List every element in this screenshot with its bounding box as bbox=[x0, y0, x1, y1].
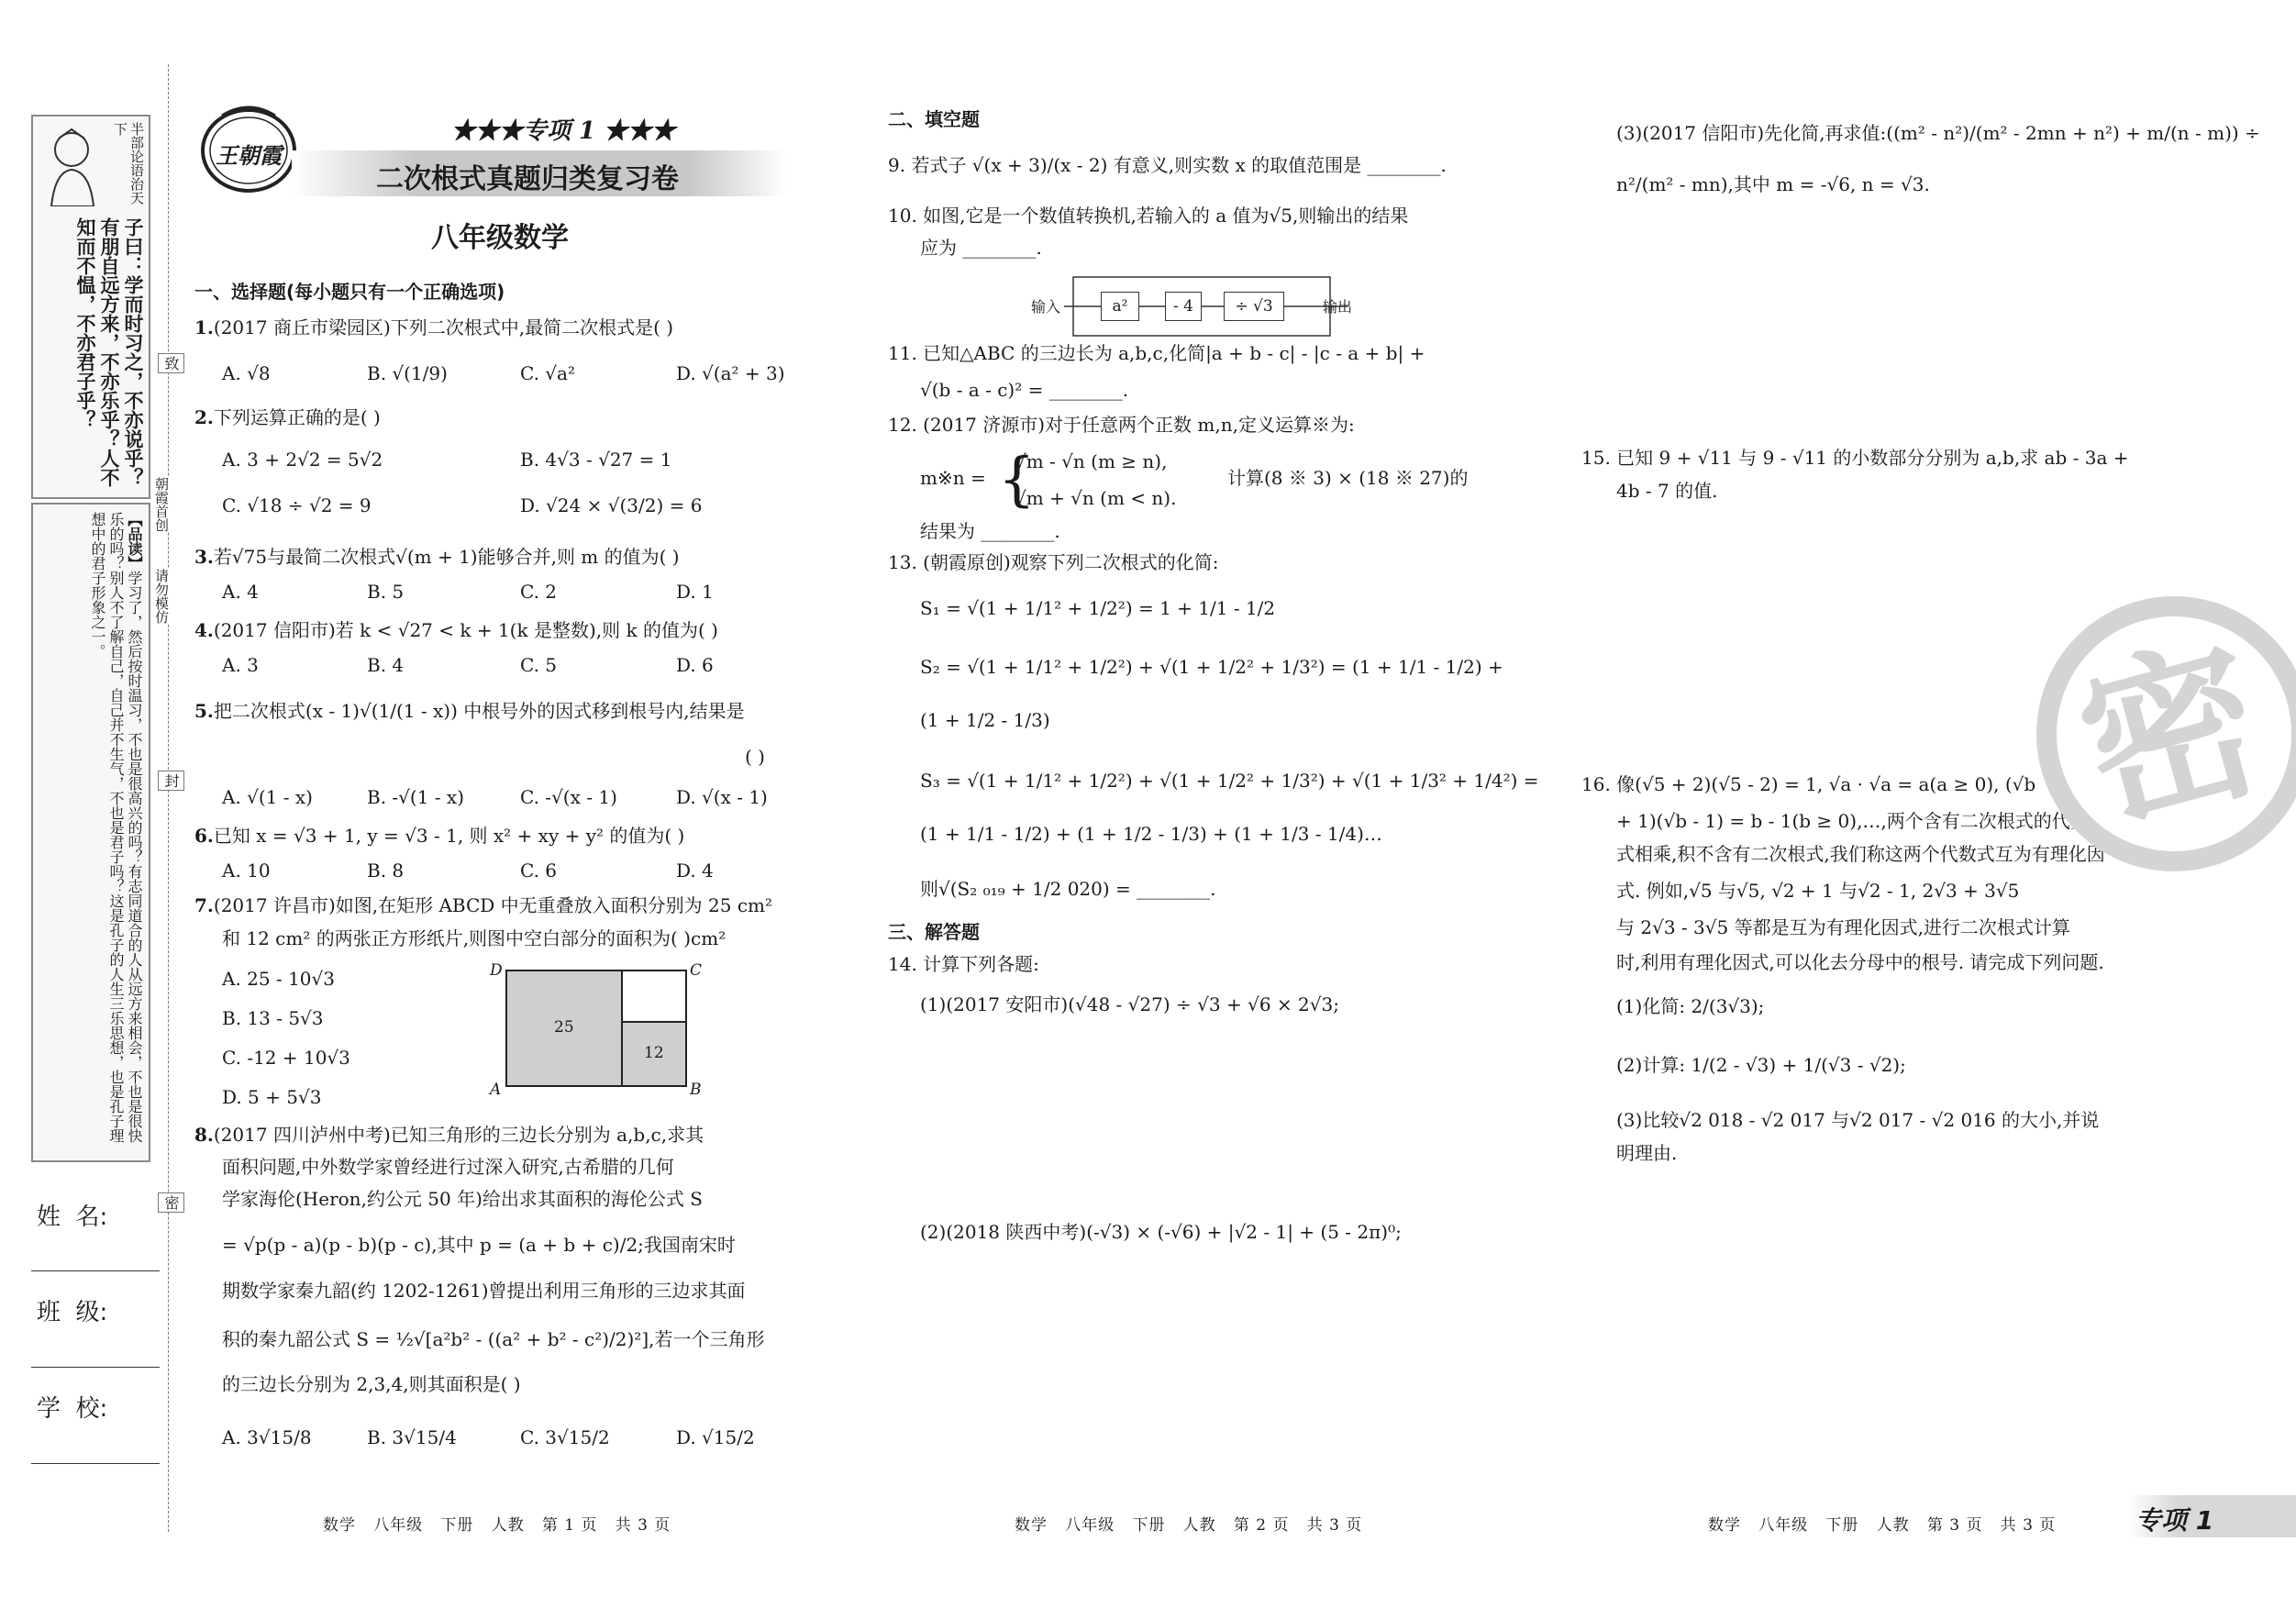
q6-option-d[interactable]: D. 4 bbox=[676, 859, 714, 882]
footer-page-2: 数学 八年级 下册 人教 第 2 页 共 3 页 bbox=[1015, 1516, 1363, 1535]
q8-option-d[interactable]: D. √15/2 bbox=[676, 1426, 755, 1448]
q16-part-1: (1)化简: 2/(3√3); bbox=[1616, 995, 1765, 1017]
q4-option-b[interactable]: B. 4 bbox=[367, 654, 405, 676]
machine-box-square: a² bbox=[1101, 292, 1139, 321]
class-label: 班 级: bbox=[37, 1299, 108, 1326]
q16-line-1: 16. 像(√5 + 2)(√5 - 2) = 1, √a · √a = a(a ≥ 0), (√b bbox=[1581, 773, 2036, 795]
q14-part-3: (3)(2017 信阳市)先化简,再求值:((m² - n²)/(m² - 2mn + n²) + m/(n - m)) ÷ bbox=[1616, 122, 2260, 144]
q13-s3: S₃ = √(1 + 1/1² + 1/2²) + √(1 + 1/2² + 1/3²) + √(1 + 1/3² + 1/4²) = bbox=[920, 770, 1539, 792]
q11-line-2: √(b - a - c)² = ________. bbox=[920, 379, 1129, 401]
sidebar-quote-panel bbox=[31, 115, 150, 499]
class-field[interactable] bbox=[31, 1367, 160, 1368]
q1-option-d[interactable]: D. √(a² + 3) bbox=[676, 362, 785, 384]
sidebar-top-chars: 半部论语治天下 bbox=[112, 122, 145, 205]
q5-option-d[interactable]: D. √(x - 1) bbox=[676, 786, 768, 808]
q16-part-3-cont: 明理由. bbox=[1616, 1142, 1678, 1164]
q8-option-c[interactable]: C. 3√15/2 bbox=[520, 1426, 610, 1448]
q11-line-1: 11. 已知△ABC 的三边长为 a,b,c,化简|a + b - c| - |c - a + b| + bbox=[888, 342, 1425, 364]
q15-line-2: 4b - 7 的值. bbox=[1616, 480, 1718, 502]
q1-stem: 1.(2017 商丘市梁园区)下列二次根式中,最简二次根式是( ) bbox=[194, 316, 674, 338]
series-label: ★★★专项 1 ★★★ bbox=[451, 117, 676, 145]
watermark-text: 密 bbox=[2060, 615, 2282, 856]
section2-title: 二、填空题 bbox=[888, 108, 980, 130]
corner-tab-label: 专项 1 bbox=[2135, 1505, 2214, 1536]
q2-option-a[interactable]: A. 3 + 2√2 = 5√2 bbox=[222, 449, 383, 471]
fig-label-c: C bbox=[690, 961, 703, 980]
brand-logo-text: 王朝霞 bbox=[216, 142, 282, 169]
q16-part-3: (3)比较√2 018 - √2 017 与√2 017 - √2 016 的大小,并说 bbox=[1616, 1109, 2100, 1131]
seal-char-feng: 封 bbox=[158, 771, 184, 791]
footer-page-3: 数学 八年级 下册 人教 第 3 页 共 3 页 bbox=[1708, 1516, 2057, 1535]
q4-option-a[interactable]: A. 3 bbox=[222, 654, 259, 676]
seal-char-mi: 密 bbox=[158, 1192, 184, 1213]
q13-s2: S₂ = √(1 + 1/1² + 1/2²) + √(1 + 1/2² + 1/3²) = (1 + 1/1 - 1/2) + bbox=[920, 656, 1503, 678]
section1-title: 一、选择题(每小题只有一个正确选项) bbox=[194, 281, 505, 303]
q5-option-b[interactable]: B. -√(1 - x) bbox=[367, 786, 464, 808]
fig-area-25: 25 bbox=[554, 1018, 574, 1037]
seal-text-1: 朝霞首创 bbox=[153, 477, 170, 532]
q12-result: 结果为 ________. bbox=[920, 520, 1060, 542]
q10-line-2: 应为 ________. bbox=[920, 237, 1042, 259]
q6-option-a[interactable]: A. 10 bbox=[222, 859, 271, 882]
footer-page-1: 数学 八年级 下册 人教 第 1 页 共 3 页 bbox=[323, 1516, 671, 1535]
q8-line-6: 积的秦九韶公式 S = ½√[a²b² - ((a² + b² - c²)/2)²],若一个三角形 bbox=[222, 1328, 765, 1350]
q3-option-a[interactable]: A. 4 bbox=[222, 581, 259, 603]
q2-option-d[interactable]: D. √24 × √(3/2) = 6 bbox=[520, 494, 703, 516]
q5-stem: 5.把二次根式(x - 1)√(1/(1 - x)) 中根号外的因式移到根号内,结果是 bbox=[194, 700, 745, 722]
q6-stem: 6.已知 x = √3 + 1, y = √3 - 1, 则 x² + xy + y² 的值为( ) bbox=[194, 825, 685, 847]
q6-option-c[interactable]: C. 6 bbox=[520, 859, 558, 882]
q12-def-2: √m + √n (m < n). bbox=[1015, 487, 1177, 509]
q2-option-b[interactable]: B. 4√3 - √27 = 1 bbox=[520, 449, 672, 471]
q12-def-1: √m - √n (m ≥ n), bbox=[1015, 450, 1168, 472]
q16-line-4: 式. 例如,√5 与√5, √2 + 1 与√2 - 1, 2√3 + 3√5 bbox=[1616, 880, 2020, 902]
q12-lhs: m※n = bbox=[920, 467, 986, 489]
q5-option-c[interactable]: C. -√(x - 1) bbox=[520, 786, 617, 808]
q8-line-3: 学家海伦(Heron,约公元 50 年)给出求其面积的海伦公式 S bbox=[222, 1188, 703, 1210]
q10-line-1: 10. 如图,它是一个数值转换机,若输入的 a 值为√5,则输出的结果 bbox=[888, 205, 1409, 227]
q16-line-2: + 1)(√b - 1) = b - 1(b ≥ 0),…,两个含有二次根式的代数 bbox=[1616, 810, 2089, 832]
q13-final: 则√(S₂ ₀₁₉ + 1/2 020) = ________. bbox=[920, 878, 1216, 900]
page-title: 二次根式真题归类复习卷 bbox=[376, 163, 679, 195]
q3-stem: 3.若√75与最简二次根式√(m + 1)能够合并,则 m 的值为( ) bbox=[194, 546, 680, 568]
fig-label-a: A bbox=[490, 1081, 502, 1099]
q14-part-3-cont: n²/(m² - mn),其中 m = -√6, n = √3. bbox=[1616, 173, 1930, 195]
school-field[interactable] bbox=[31, 1463, 160, 1464]
q14-part-2: (2)(2018 陕西中考)(-√3) × (-√6) + |√2 - 1| + (5 - 2π)⁰; bbox=[920, 1221, 1402, 1243]
q4-option-d[interactable]: D. 6 bbox=[676, 654, 714, 676]
machine-output-label: 输出 bbox=[1323, 298, 1353, 316]
section3-title: 三、解答题 bbox=[888, 921, 980, 943]
q7-figure bbox=[486, 954, 706, 1101]
q16-line-3: 式相乘,积不含有二次根式,我们称这两个代数式互为有理化因 bbox=[1616, 843, 2105, 865]
q3-option-d[interactable]: D. 1 bbox=[676, 581, 714, 603]
q7-option-d[interactable]: D. 5 + 5√3 bbox=[222, 1086, 322, 1108]
brand-logo bbox=[194, 103, 303, 194]
q7-option-c[interactable]: C. -12 + 10√3 bbox=[222, 1047, 350, 1069]
page-subtitle: 八年级数学 bbox=[431, 222, 569, 254]
q8-line-5: 期数学家秦九韶(约 1202-1261)曾提出利用三角形的三边求其面 bbox=[222, 1280, 746, 1302]
q2-option-c[interactable]: C. √18 ÷ √2 = 9 bbox=[222, 494, 372, 516]
q8-line-2: 面积问题,中外数学家曾经进行过深入研究,古希腊的几何 bbox=[222, 1156, 674, 1178]
conversion-machine bbox=[1027, 272, 1376, 341]
fig-label-d: D bbox=[490, 961, 503, 980]
sidebar-quote: 子曰：学而时习之，不亦说乎？有朋自远方来，不亦乐乎？人不知而不愠，不亦君子乎？ bbox=[74, 217, 144, 487]
machine-box-divide: ÷ √3 bbox=[1224, 292, 1284, 321]
q5-option-a[interactable]: A. √(1 - x) bbox=[222, 786, 313, 808]
q2-stem: 2.下列运算正确的是( ) bbox=[194, 406, 381, 428]
school-label: 学 校: bbox=[37, 1395, 108, 1423]
q4-option-c[interactable]: C. 5 bbox=[520, 654, 558, 676]
q8-line-7: 的三边长分别为 2,3,4,则其面积是( ) bbox=[222, 1373, 521, 1395]
pin-text: 学习了，然后按时温习，不也是很高兴的吗？有志同道合的人从远方来相会，不也是很快乐的吗？别人不了解自己，自己并不生气，不也是君子吗？这是孔子的人生三乐思想，也是孔子理想中的君子形象之一。 bbox=[89, 512, 143, 1143]
q5-answer-slot[interactable]: ( ) bbox=[745, 746, 765, 768]
q12-calc: 计算(8 ※ 3) × (18 ※ 27)的 bbox=[1227, 467, 1469, 489]
q14-part-1: (1)(2017 安阳市)(√48 - √27) ÷ √3 + √6 × 2√3; bbox=[920, 993, 1339, 1015]
q8-option-a[interactable]: A. 3√15/8 bbox=[222, 1426, 312, 1448]
q15-line-1: 15. 已知 9 + √11 与 9 - √11 的小数部分分别为 a,b,求 ab - 3a + bbox=[1581, 447, 2129, 469]
q1-option-c[interactable]: C. √a² bbox=[520, 362, 575, 384]
q8-line-4: = √p(p - a)(p - b)(p - c),其中 p = (a + b + c)/2;我国南宋时 bbox=[222, 1234, 736, 1256]
q13-title: 13. (朝霞原创)观察下列二次根式的化简: bbox=[888, 551, 1219, 573]
name-field[interactable] bbox=[31, 1270, 160, 1271]
pin-title: 【品读】 bbox=[126, 512, 143, 571]
seal-text-2: 请勿模仿 bbox=[153, 569, 170, 624]
q6-option-b[interactable]: B. 8 bbox=[367, 859, 405, 882]
fig-area-12: 12 bbox=[644, 1044, 664, 1062]
seal-line bbox=[168, 64, 169, 1532]
q1-option-a[interactable]: A. √8 bbox=[222, 362, 271, 384]
q12-brace: { bbox=[998, 446, 1036, 514]
name-label: 姓 名: bbox=[37, 1203, 108, 1231]
q8-line-1: 8.(2017 四川泸州中考)已知三角形的三边长分别为 a,b,c,求其 bbox=[194, 1124, 704, 1146]
q4-stem: 4.(2017 信阳市)若 k < √27 < k + 1(k 是整数),则 k 的值为( ) bbox=[194, 619, 718, 641]
q13-s3-cont: (1 + 1/1 - 1/2) + (1 + 1/2 - 1/3) + (1 + 1/3 - 1/4)… bbox=[920, 823, 1382, 845]
q12-line-1: 12. (2017 济源市)对于任意两个正数 m,n,定义运算※为: bbox=[888, 414, 1355, 436]
fig-label-b: B bbox=[690, 1081, 702, 1099]
q7-stem: 7.(2017 许昌市)如图,在矩形 ABCD 中无重叠放入面积分别为 25 cm² bbox=[194, 894, 773, 916]
q13-s2-cont: (1 + 1/2 - 1/3) bbox=[920, 709, 1050, 731]
seal-char-zhi: 致 bbox=[158, 353, 184, 373]
q3-option-b[interactable]: B. 5 bbox=[367, 581, 405, 603]
confucius-portrait bbox=[39, 126, 105, 206]
q14-title: 14. 计算下列各题: bbox=[888, 953, 1039, 975]
q8-option-b[interactable]: B. 3√15/4 bbox=[367, 1426, 457, 1448]
q16-line-6: 时,利用有理化因式,可以化去分母中的根号. 请完成下列问题. bbox=[1616, 951, 2104, 973]
q9: 9. 若式子 √(x + 3)/(x - 2) 有意义,则实数 x 的取值范围是 ________. bbox=[888, 154, 1447, 176]
q16-part-2: (2)计算: 1/(2 - √3) + 1/(√3 - √2); bbox=[1616, 1054, 1906, 1076]
machine-box-minus: - 4 bbox=[1165, 292, 1202, 321]
machine-input-label: 输入 bbox=[1031, 298, 1061, 316]
q1-option-b[interactable]: B. √(1/9) bbox=[367, 362, 448, 384]
q7-stem-2: 和 12 cm² 的两张正方形纸片,则图中空白部分的面积为( )cm² bbox=[222, 927, 727, 949]
watermark-seal bbox=[2036, 596, 2296, 871]
q13-s1: S₁ = √(1 + 1/1² + 1/2²) = 1 + 1/1 - 1/2 bbox=[920, 597, 1276, 619]
q16-line-5: 与 2√3 - 3√5 等都是互为有理化因式,进行二次根式计算 bbox=[1616, 916, 2070, 938]
q7-option-b[interactable]: B. 13 - 5√3 bbox=[222, 1007, 324, 1029]
q7-option-a[interactable]: A. 25 - 10√3 bbox=[222, 968, 335, 990]
sidebar-pin-panel bbox=[31, 503, 150, 1162]
q3-option-c[interactable]: C. 2 bbox=[520, 581, 558, 603]
